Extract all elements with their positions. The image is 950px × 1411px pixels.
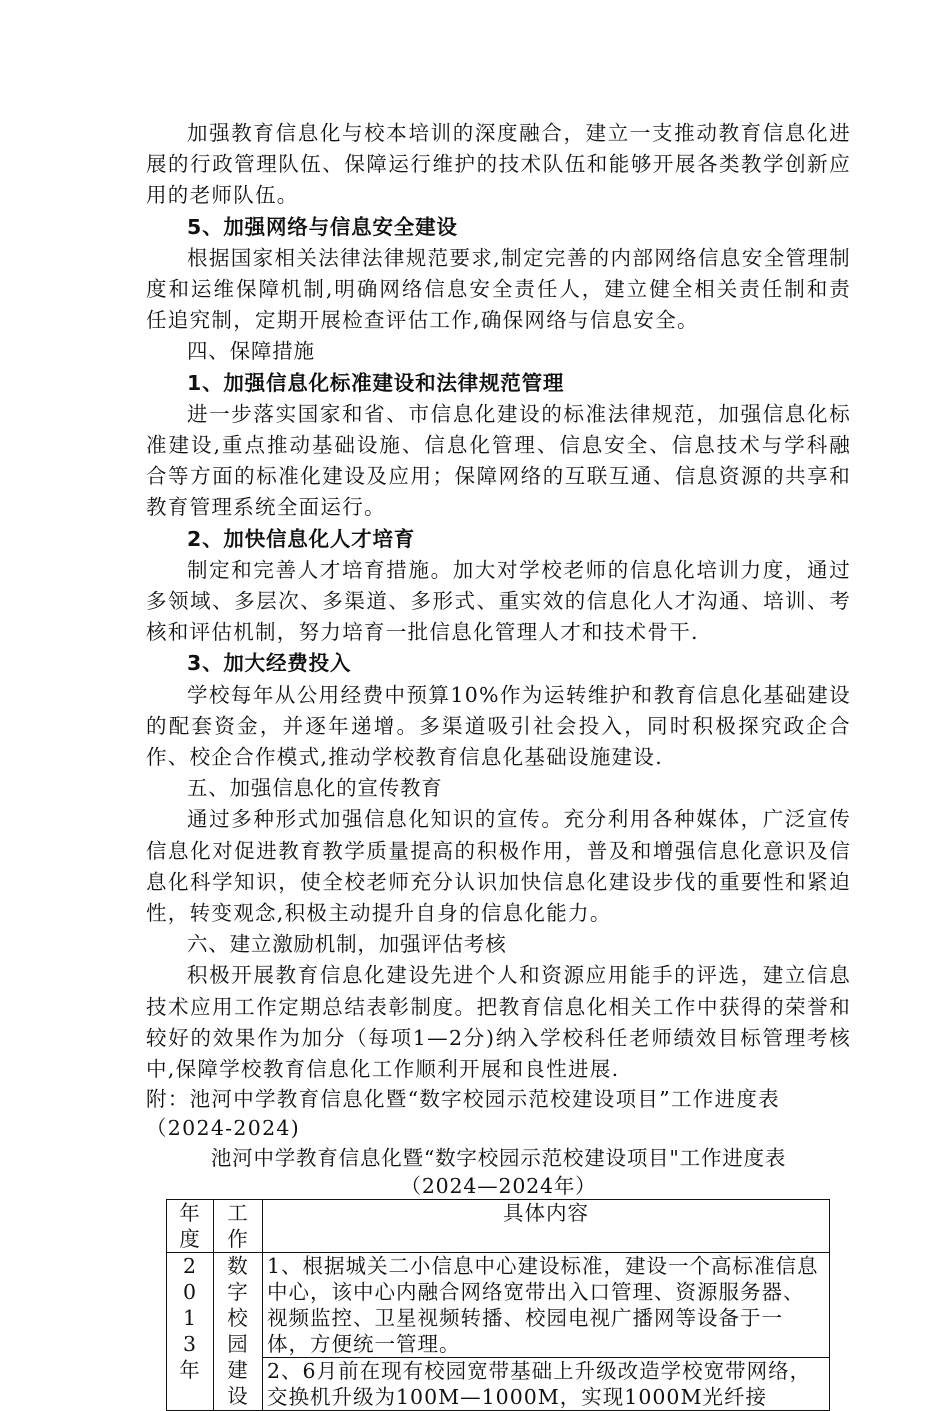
header-work: 工 作 [214,1200,263,1253]
header-year: 年 度 [167,1200,214,1253]
annex-line-2: （2024-2024) [146,1116,301,1141]
cell-content-2: 2、6月前在现有校园宽带基础上升级改造学校宽带网络，交换机升级为100M—1000M，实现1000M光纤接 [263,1358,830,1411]
heading-part-5: 五、加强信息化的宣传教育 [187,776,443,801]
document-page [146,118,851,1411]
paragraph-part-6: 积极开展教育信息化建设先进个人和资源应用能手的评选，建立信息技术应用工作定期总结表彰制度。把教育信息化相关工作中获得的荣誉和较好的效果作为加分（每项1—2分)纳入学校科任老师绩效目标管理考核中,保障学校教育信息化工作顺利开展和良性进展. [146,963,851,1082]
annex-line-1: 附：池河中学教育信息化暨“数字校园示范校建设项目”工作进度表 [146,1087,780,1112]
cell-content-1: 1、根据城关二小信息中心建设标准，建设一个高标准信息中心，该中心内融合网络宽带出入口管理、资源服务器、视频监控、卫星视频转播、校园电视广播网等设备于一体，方便统一管理。 [263,1253,830,1358]
paragraph-item-1: 进一步落实国家和省、市信息化建设的标准法律规范，加强信息化标准建设,重点推动基础设施、信息化管理、信息安全、信息技术与学科融合等方面的标准化建设及应用；保障网络的互联互通、信息资源的共享和教育管理系统全面运行。 [146,401,851,520]
heading-part-6: 六、建立激励机制，加强评估考核 [187,932,507,957]
heading-item-1: 1、加强信息化标准建设和法律规范管理 [187,370,565,395]
heading-item-3: 3、加大经费投入 [187,651,352,676]
paragraph-part-5: 通过多种形式加强信息化知识的宣传。充分利用各种媒体，广泛宣传信息化对促进教育教学质量提高的积极作用，普及和增强信息化意识及信息化科学知识，使全校老师充分认识加快信息化建设步伐的重要性和紧迫性，转变观念,积极主动提升自身的信息化能力。 [146,807,851,926]
paragraph-intro: 加强教育信息化与校本培训的深度融合，建立一支推动教育信息化进展的行政管理队伍、保障运行维护的技术队伍和能够开展各类教学创新应用的老师队伍。 [146,121,851,208]
paragraph-section-5: 根据国家相关法律法律规范要求,制定完善的内部网络信息安全管理制度和运维保障机制,明确网络信息安全责任人，建立健全相关责任制和责任追究制，定期开展检查评估工作,确保网络与信息安全。 [146,245,851,333]
cell-work: 数 字 校 园 建 设 [214,1253,263,1411]
schedule-table [166,1199,830,1411]
table-row [167,1253,830,1358]
heading-section-5: 5、加强网络与信息安全建设 [187,214,458,239]
table-subtitle: （2024—2024年） [400,1174,597,1199]
cell-year: 2 0 1 3 年 [167,1253,214,1411]
table-header-row [167,1200,830,1253]
table-row [167,1358,830,1411]
header-content: 具体内容 [263,1200,830,1253]
heading-part-4: 四、保障措施 [187,339,315,364]
paragraph-item-3: 学校每年从公用经费中预算10%作为运转维护和教育信息化基础建设的配套资金，并逐年递增。多渠道吸引社会投入，同时积极探究政企合作、校企合作模式,推动学校教育信息化基础设施建设. [146,682,851,770]
heading-item-2: 2、加快信息化人才培育 [187,526,416,551]
table-title: 池河中学教育信息化暨“数字校园示范校建设项目"工作进度表 [210,1146,787,1171]
paragraph-item-2: 制定和完善人才培育措施。加大对学校老师的信息化培训力度，通过多领域、多层次、多渠道、多形式、重实效的信息化人才沟通、培训、考核和评估机制，努力培育一批信息化管理人才和技术骨干. [146,557,851,645]
